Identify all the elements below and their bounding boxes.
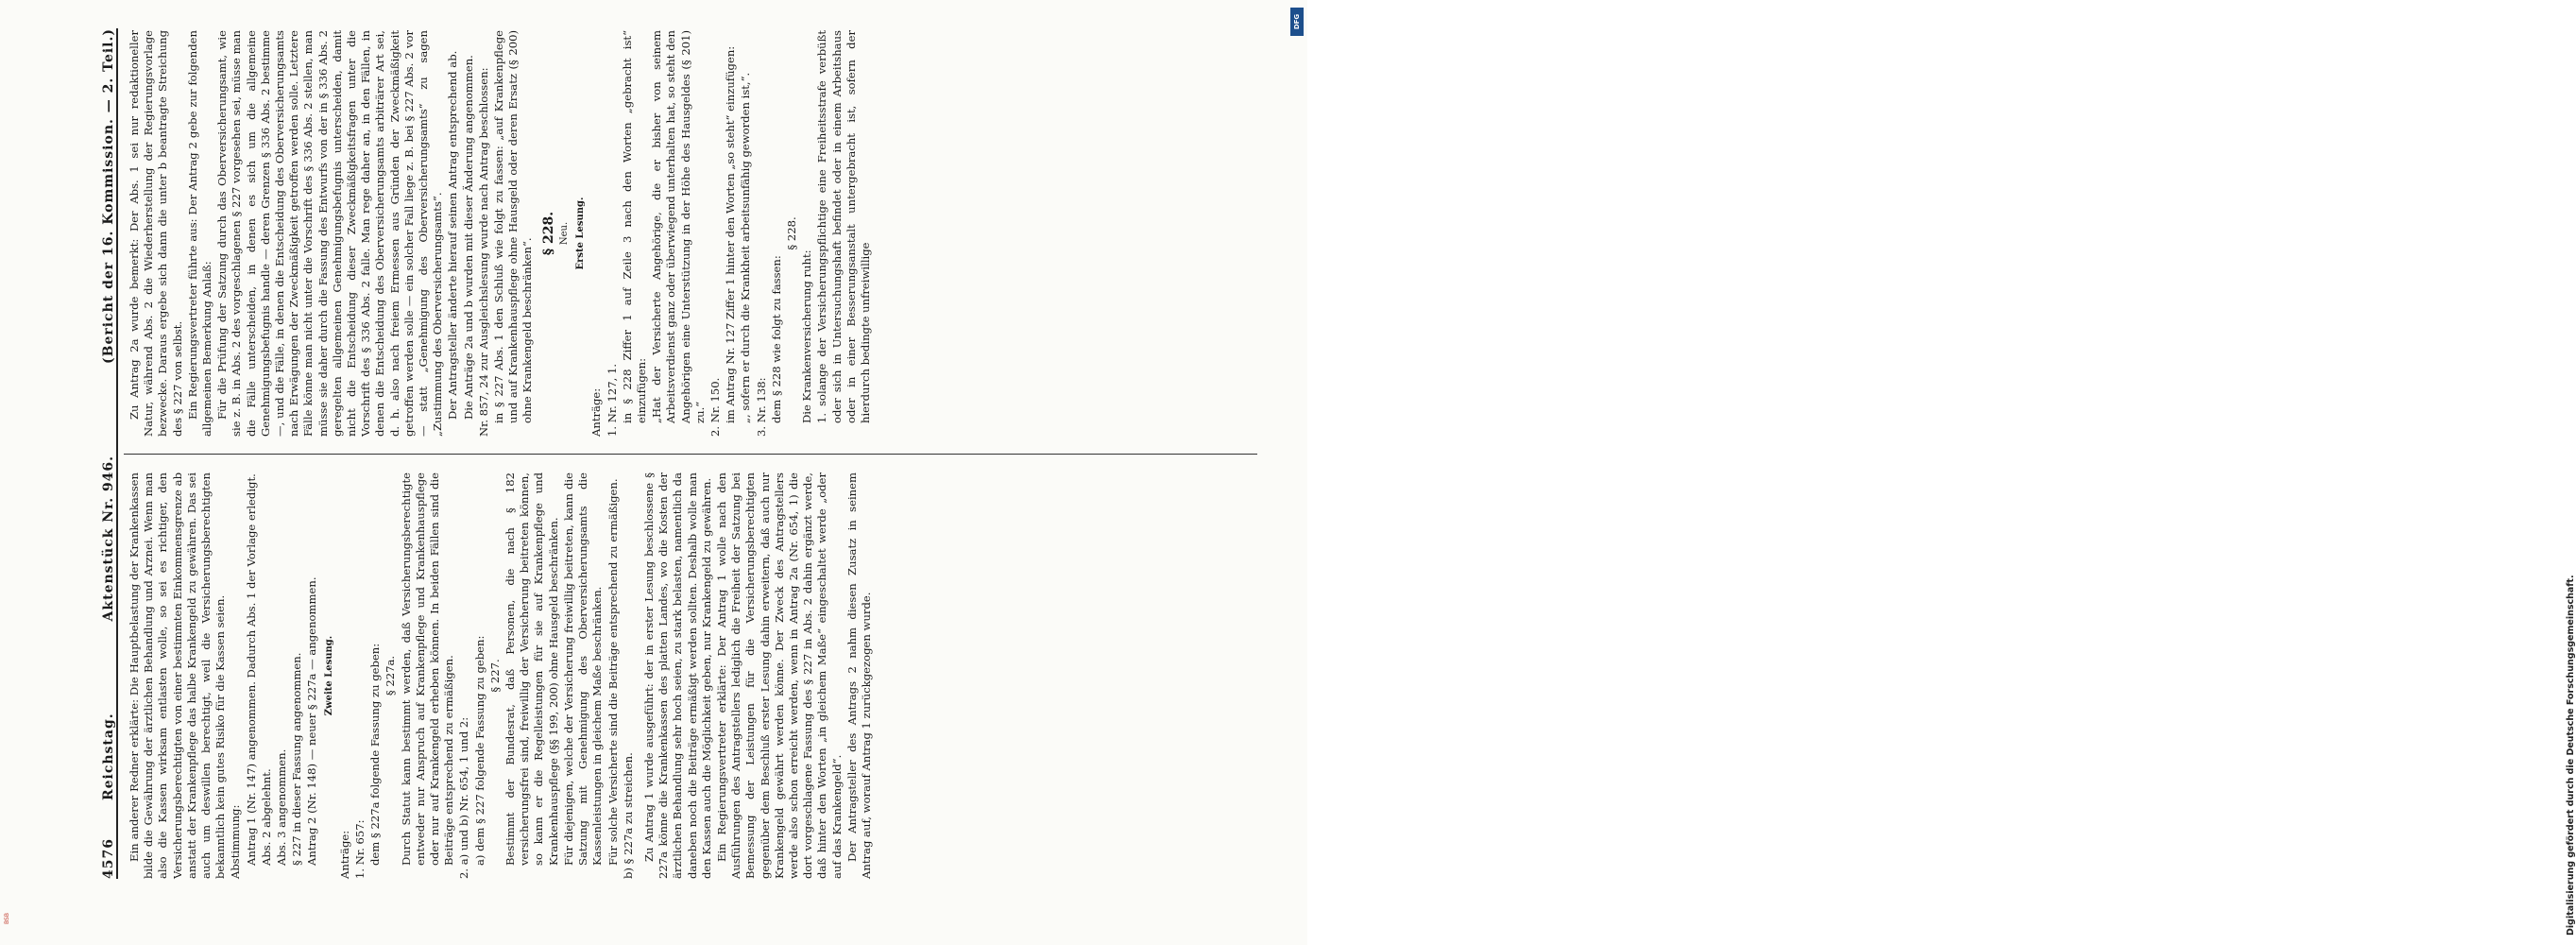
paragraph: Ein Regierungsvertreter führte aus: Der Antrag 2 gebe zur folgenden allgemeinen Bemerkung Anlaß: [185,30,214,437]
paragraph: Abs. 3 angenommen. [275,748,289,866]
section-note: Neu. [558,221,570,246]
paragraph: dem § 227a folgende Fassung zu geben: [368,643,383,866]
right-column [128,30,1261,437]
paragraph: Ein Regierungsvertreter erklärte: Der Antrag 1 wolle nach den Ausführungen des Antragstellers lediglich die Freiheit der Satzung bei Bemessung der Leistungen für die Versicherungsberechtigten gegenüber dem Beschluß erster Lesung dahin erweitern, daß auch nur Krankengeld gewährt werden könne. Der Zweck des Antragstellers werde also schon erreicht werden, wenn in Antrag 2a (Nr. 654, 1) die dort vorgeschlagene Fassung des § 227 in Abs. 2 dahin ergänzt werde, daß hinter den Worten „in gleichem Maße“ eingeschaltet werde „oder auf das Krankengeld“. [714,472,844,879]
paragraph: Der Antragsteller des Antrags 2 nahm diesen Zusatz in seinem Antrag auf, worauf Antrag 1 zurückgezogen wurde. [844,472,873,879]
list-item: 2. Nr. 150. [708,377,722,437]
paragraph: Antrag 1 (Nr. 147) angenommen. Dadurch Abs. 1 der Vorlage erledigt. [244,473,258,866]
paragraph: Für diejenigen, welche der Versicherung freiwillig beitreten, kann die Satzung mit Genehmigung des Oberversicherungsamts die Kassenleistungen in gleichem Maße beschränken. [561,472,605,866]
section-heading: Erste Lesung. [575,197,587,270]
paragraph: Für solche Versicherte sind die Beiträge entsprechend zu ermäßigen. [606,478,620,866]
left-column [128,472,1261,879]
section-number: § 227. [487,659,502,693]
section-number: § 228. [540,211,556,256]
paragraph: Für die Prüfung der Satzung durch das Oberversicherungsamt, wie sie z. B. in Abs. 2 des vorgeschlagenen § 227 vorgesehen sei, müsse man die Fälle unterscheiden, in denen es sich um die allgemeine Genehmigungsbefugnis handle — deren Grenzen § 336 Abs. 2 bestimme —, und die Fälle, in denen die Entscheidung des Oberversicherungsamts nach Erwägungen der Zweckmäßigkeit getroffen werden solle. Letztere Fälle könne man nicht unter die Vorschrift des § 336 Abs. 2 stellen, man müsse sie daher durch die Fassung des Entwurfs von der in § 336 Abs. 2 geregelten allgemeinen Genehmigungsbefugnis unterscheiden, damit nicht die Entscheidung dieser Zweckmäßigkeitsfragen unter die Vorschrift des § 336 Abs. 2 falle. Man rege daher an, in den Fällen, in denen die Entscheidung des Oberversicherungsamts arbiträrer Art sei, d. h. also nach freiem Ermessen aus Gründen der Zweckmäßigkeit getroffen werden solle — ein solcher Fall liege z. B. bei § 227 Abs. 2 vor — statt „Genehmigung des Oberversicherungsamts“ zu sagen „Zustimmung des Oberversicherungsamts“. [215,30,445,437]
digitization-credit: Digitalisierung gefördert durch die Deutsche Forschungsgemeinschaft. [2566,575,2576,936]
list-item: 2. a) und b) Nr. 654, 1 und 2: [457,716,471,879]
dfg-logo: DFG [1290,8,1304,36]
paragraph: Ein anderer Redner erklärte: Die Hauptbelastung der Krankenkassen bilde die Gewährung der ärztlichen Behandlung und Arznei. Wenn man also die Kassen wirksam entlasten wolle, so sei es richtiger, den Versicherungsberechtigten von einer bestimmten Einkommensgrenze ab anstatt der Krankenpflege das halbe Krankengeld zu gewähren. Das sei auch um deswillen berechtigt, weil die Versicherungsberechtigten bekanntlich kein gutes Risiko für die Kassen seien. [128,472,228,879]
credit-sidebar [1281,0,2576,945]
paragraph: Zu Antrag 1 wurde ausgeführt: der in erster Lesung beschlossene § 227a könne die Krankenkassen des platten Landes, wo die Kosten der ärztlichen Behandlung sehr hoch seien, zu stark belasten, namentlich da daneben noch die Beiträge ermäßigt werden sollten. Deshalb wolle man den Kassen auch die Möglichkeit geben, nur Krankengeld zu gewähren. [641,472,713,879]
paragraph: Nr. 857, 24 zur Ausgleichslesung wurde nach Antrag beschlossen: [476,67,490,437]
section-number: § 228. [784,216,798,250]
page-header [90,28,118,879]
document-page [90,28,1271,879]
section-number: § 227a. [384,655,398,696]
page-title: Aktenstück Nr. 946. [100,455,116,622]
paragraph: a) dem § 227 folgende Fassung zu geben: [472,635,486,866]
paragraph: Abstimmung: [229,804,243,879]
list-item: b) § 227a zu streichen. [621,752,635,879]
paragraph: Der Antragsteller änderte hierauf seinen Antrag entsprechend ab. [446,50,460,420]
paragraph: „Hat der Versicherte Angehörige, die er bisher von seinem Arbeitsverdienst ganz oder überwiegend unterhalten hat, so steht den Angehörigen eine Unterstützung in der Höhe des Hausgeldes (§ 201) zu.“ [650,30,707,423]
section-heading: Zweite Lesung. [323,635,334,716]
paragraph: Die Krankenversicherung ruht: [800,249,814,423]
paragraph: § 227 in dieser Fassung angenommen. [290,652,304,866]
paragraph: Die Anträge 2a und b wurden mit dieser Änderung angenommen. [461,55,475,420]
paragraph: Anträge: [589,387,604,437]
list-item: 1. Nr. 127, 1. [605,363,619,437]
paragraph: Zu Antrag 2a wurde bemerkt: Der Abs. 1 sei nur redaktioneller Natur, während Abs. 2 die Wiederherstellung der Regierungsvorlage bezwecke. Daraus ergebe sich dann die unter b beantragte Streichung des § 227 von selbst. [128,30,184,437]
header-left: Reichstag. [100,713,116,801]
header-right: (Bericht der 16. Kommission. — 2. Teil.) [100,28,116,364]
paragraph: Bestimmt der Bundesrat, daß Personen, die nach § 182 versicherungsfrei sind, freiwillig der Versicherung beitreten können, so kann er die Regelleistungen für sie auf Krankenpflege und Krankenhauspflege (§§ 199, 200) ohne Hausgeld beschränken. [503,472,560,866]
paragraph: „, sofern er durch die Krankheit arbeitsunfähig geworden ist,“. [739,72,753,423]
list-item: 1. solange der Versicherungspflichtige eine Freiheitsstrafe verbüßt oder sich in Untersuchungshaft befindet oder in einem Arbeitshaus oder in einer Besserungsanstalt untergebracht ist, sofern der hierdurch bedingte unfreiwillige [815,30,872,423]
paragraph: im Antrag Nr. 127 Ziffer 1 hinter den Worten „so steht“ einzufügen: [724,45,738,423]
column-divider [124,454,1257,455]
paragraph: Abs. 2 abgelehnt. [259,768,273,866]
paragraph: Durch Statut kann bestimmt werden, daß Versicherungsberechtigte entweder nur Anspruch auf Krankenpflege und Krankenhauspflege oder nur auf Krankengeld erheben können. In beiden Fällen sind die Beiträge entsprechend zu ermäßigen. [399,472,456,866]
library-mark: BSB [4,913,10,924]
paragraph: Antrag 2 (Nr. 148) — neuer § 227a — angenommen. [305,576,319,866]
paragraph: in § 228 Ziffer 1 auf Zeile 3 nach den Worten „gebracht ist“ einzufügen: [620,30,648,423]
list-item: 3. Nr. 138: [754,377,768,437]
paragraph: Anträge: [337,830,351,879]
page-number: 4576 [100,838,116,879]
list-item: 1. Nr. 657: [353,819,367,879]
paragraph: in § 227 Abs. 1 den Schluß wie folgt zu fassen: „auf Krankenpflege und auf Krankenhauspflege ohne Hausgeld oder deren Ersatz (§ 200) ohne Krankengeld beschränken“. [492,30,535,423]
paragraph: dem § 228 wie folgt zu fassen: [769,255,783,423]
